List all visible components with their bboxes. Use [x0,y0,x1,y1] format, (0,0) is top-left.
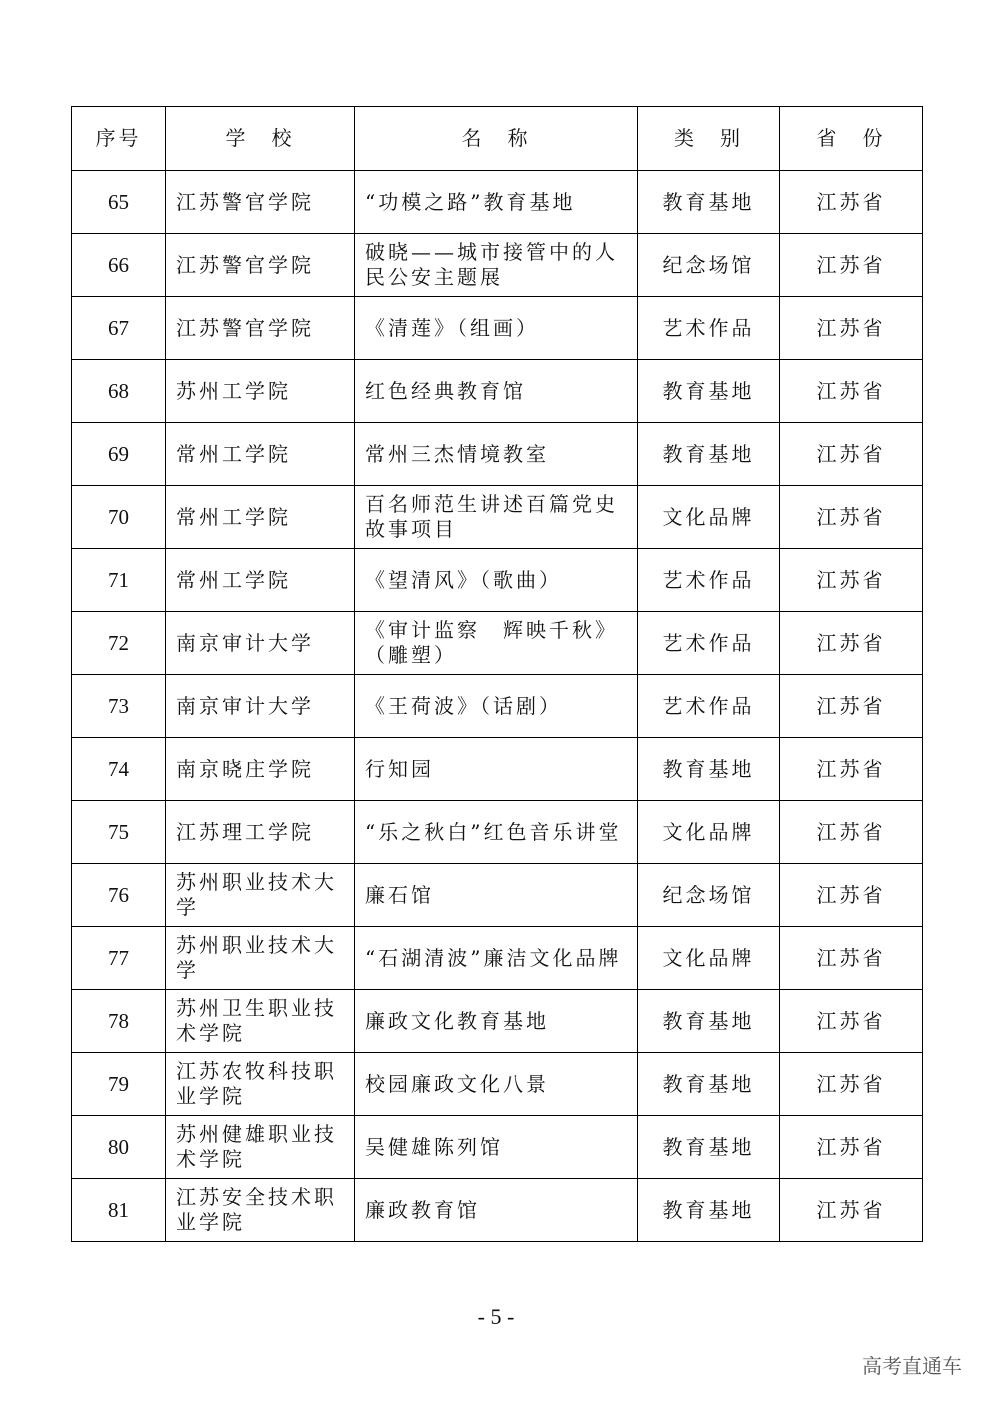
cell-category: 教育基地 [638,738,780,801]
cell-name: 《望清风》（歌曲） [355,549,638,612]
cell-name: 常州三杰情境教室 [355,423,638,486]
table-row [72,171,923,234]
cell-number: 75 [72,801,166,864]
table-row [72,486,923,549]
cell-number: 72 [72,612,166,675]
cell-number: 70 [72,486,166,549]
cell-province: 江苏省 [780,171,923,234]
cell-school: 常州工学院 [166,486,355,549]
cell-school: 常州工学院 [166,549,355,612]
cell-province: 江苏省 [780,927,923,990]
cell-category: 文化品牌 [638,801,780,864]
cell-school: 苏州工学院 [166,360,355,423]
table-row [72,1116,923,1179]
cell-category: 教育基地 [638,1116,780,1179]
cell-number: 66 [72,234,166,297]
cell-province: 江苏省 [780,990,923,1053]
table-row [72,423,923,486]
cell-name: 吴健雄陈列馆 [355,1116,638,1179]
watermark-text: 高考直通车 [862,1354,962,1378]
cell-number: 81 [72,1179,166,1242]
cell-name: “石湖清波”廉洁文化品牌 [355,927,638,990]
cell-category: 纪念场馆 [638,864,780,927]
cell-province: 江苏省 [780,612,923,675]
cell-province: 江苏省 [780,360,923,423]
cell-category: 教育基地 [638,1053,780,1116]
cell-school: 苏州职业技术大学 [166,864,355,927]
page-number: - 5 - [477,1304,515,1329]
document-table [71,106,923,1242]
cell-name: 行知园 [355,738,638,801]
cell-number: 68 [72,360,166,423]
cell-number: 67 [72,297,166,360]
cell-name: 《审计监察 辉映千秋》（雕塑） [355,612,638,675]
cell-name: 红色经典教育馆 [355,360,638,423]
cell-school: 江苏农牧科技职业学院 [166,1053,355,1116]
cell-number: 65 [72,171,166,234]
cell-province: 江苏省 [780,423,923,486]
cell-school: 江苏警官学院 [166,297,355,360]
cell-school: 江苏警官学院 [166,234,355,297]
cell-number: 80 [72,1116,166,1179]
cell-province: 江苏省 [780,1116,923,1179]
cell-province: 江苏省 [780,864,923,927]
table-row [72,675,923,738]
cell-category: 纪念场馆 [638,234,780,297]
cell-name: 廉石馆 [355,864,638,927]
cell-province: 江苏省 [780,297,923,360]
cell-name: 百名师范生讲述百篇党史故事项目 [355,486,638,549]
cell-number: 77 [72,927,166,990]
cell-category: 教育基地 [638,990,780,1053]
header-number: 序号 [72,107,166,171]
cell-category: 艺术作品 [638,549,780,612]
cell-number: 79 [72,1053,166,1116]
cell-province: 江苏省 [780,234,923,297]
cell-number: 71 [72,549,166,612]
cell-school: 南京审计大学 [166,612,355,675]
table-row [72,990,923,1053]
table-row [72,1053,923,1116]
table-row [72,549,923,612]
cell-number: 78 [72,990,166,1053]
cell-number: 69 [72,423,166,486]
header-category: 类 别 [638,107,780,171]
table-row [72,612,923,675]
cell-name: 《王荷波》（话剧） [355,675,638,738]
cell-province: 江苏省 [780,801,923,864]
table-row [72,234,923,297]
cell-name: “乐之秋白”红色音乐讲堂 [355,801,638,864]
cell-school: 南京晓庄学院 [166,738,355,801]
cell-number: 73 [72,675,166,738]
header-province: 省 份 [780,107,923,171]
cell-category: 教育基地 [638,360,780,423]
cell-school: 江苏理工学院 [166,801,355,864]
cell-name: 破晓——城市接管中的人民公安主题展 [355,234,638,297]
cell-province: 江苏省 [780,1053,923,1116]
cell-school: 苏州职业技术大学 [166,927,355,990]
cell-category: 教育基地 [638,1179,780,1242]
cell-number: 76 [72,864,166,927]
cell-name: 廉政教育馆 [355,1179,638,1242]
table-row [72,297,923,360]
cell-school: 江苏警官学院 [166,171,355,234]
cell-number: 74 [72,738,166,801]
cell-province: 江苏省 [780,486,923,549]
cell-school: 南京审计大学 [166,675,355,738]
cell-name: 《清莲》（组画） [355,297,638,360]
cell-name: “功模之路”教育基地 [355,171,638,234]
table-row [72,864,923,927]
cell-school: 苏州卫生职业技术学院 [166,990,355,1053]
cell-school: 江苏安全技术职业学院 [166,1179,355,1242]
table-row [72,801,923,864]
cell-name: 廉政文化教育基地 [355,990,638,1053]
table-row [72,738,923,801]
table-row [72,360,923,423]
cell-province: 江苏省 [780,549,923,612]
cell-category: 艺术作品 [638,297,780,360]
cell-category: 文化品牌 [638,927,780,990]
cell-category: 艺术作品 [638,612,780,675]
cell-school: 常州工学院 [166,423,355,486]
cell-province: 江苏省 [780,1179,923,1242]
cell-category: 教育基地 [638,171,780,234]
table-body [72,171,923,1242]
header-school: 学 校 [166,107,355,171]
cell-province: 江苏省 [780,675,923,738]
cell-category: 文化品牌 [638,486,780,549]
cell-category: 艺术作品 [638,675,780,738]
cell-province: 江苏省 [780,738,923,801]
header-name: 名 称 [355,107,638,171]
cell-school: 苏州健雄职业技术学院 [166,1116,355,1179]
table-row [72,1179,923,1242]
cell-category: 教育基地 [638,423,780,486]
cell-name: 校园廉政文化八景 [355,1053,638,1116]
table-row [72,927,923,990]
table-header-row [72,107,923,171]
